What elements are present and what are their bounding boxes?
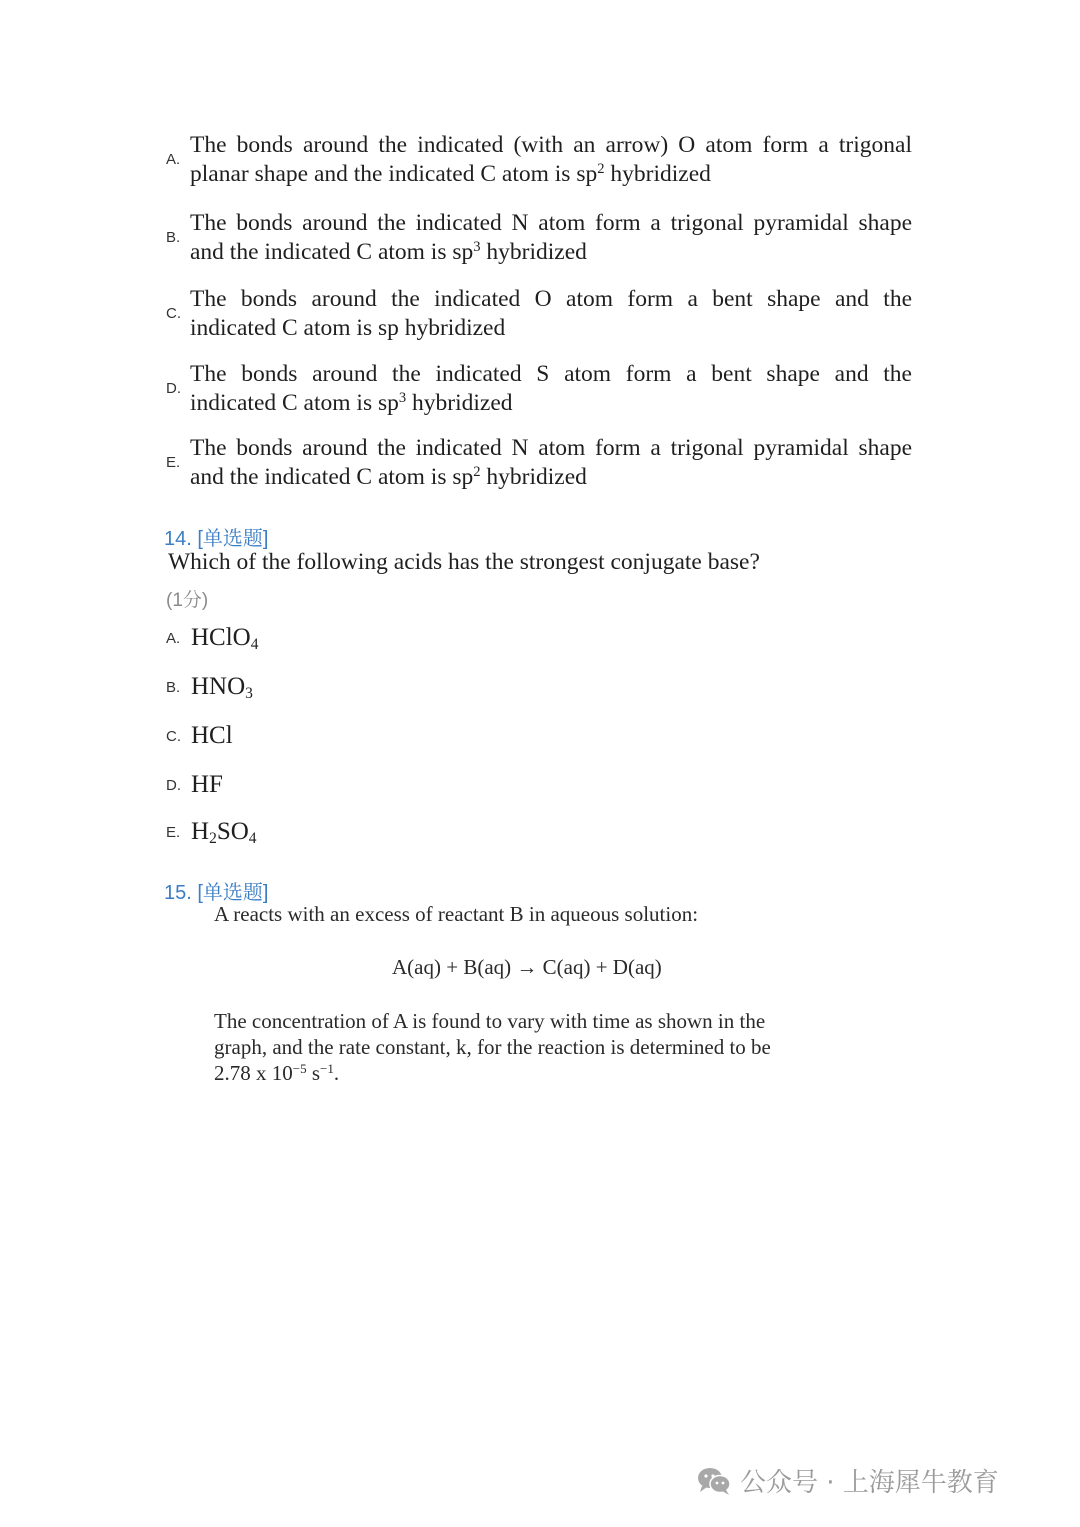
option-letter: A. xyxy=(166,630,181,647)
option-letter: D. xyxy=(166,777,181,794)
option-letter: B. xyxy=(166,229,181,246)
option-formula: HCl xyxy=(191,722,233,749)
question-14-number: 14. [单选题] xyxy=(164,528,269,550)
option-letter: C. xyxy=(166,728,181,745)
option-text: The bonds around the indicated (with an arrow) O atom form a trigonal planar shape and the indicated C atom is $sp^2$ hybridized xyxy=(190,132,912,187)
option-letter: C. xyxy=(166,305,181,322)
option-letter: A. xyxy=(166,151,181,168)
option-text: The bonds around the indicated N atom form a trigonal pyramidal shape and the indicated C atom is $sp^2$ hybridized xyxy=(190,435,912,490)
option-formula: $HNO_3$ xyxy=(191,673,253,702)
reaction-equation: A(aq) + B(aq) → C(aq) + D(aq) xyxy=(392,955,662,979)
wechat-icon xyxy=(696,1466,732,1496)
question-14-score: (1分) xyxy=(166,590,209,611)
option-formula: HF xyxy=(191,771,223,798)
question-15-intro: A reacts with an excess of reactant B in aqueous solution: xyxy=(214,902,699,926)
option-letter: E. xyxy=(166,454,181,471)
watermark-text: 公众号 · 上海犀牛教育 xyxy=(740,1468,999,1498)
option-letter: D. xyxy=(166,380,181,397)
option-text: The bonds around the indicated S atom form a bent shape and the indicated C atom is $sp^3$ hybridized xyxy=(190,361,912,416)
option-formula: HClO$_4$ xyxy=(191,624,259,653)
question-15-body: The concentration of A is found to vary with time as shown in the graph, and the rate constant, k, for the reaction is determined to be 2.78 x $10^{-5}$ $s^{-1}$. xyxy=(214,1009,771,1085)
option-formula: $H_2SO_4$ xyxy=(191,818,257,847)
watermark xyxy=(696,1462,999,1499)
question-15-number: 15. [单选题] xyxy=(164,882,269,904)
option-text: The bonds around the indicated O atom form a bent shape and the indicated C atom is sp hybridized xyxy=(190,286,912,341)
question-14-text: Which of the following acids has the strongest conjugate base? xyxy=(168,549,760,575)
option-text: The bonds around the indicated N atom form a trigonal pyramidal shape and the indicated C atom is $sp^3$ hybridized xyxy=(190,210,912,265)
option-letter: E. xyxy=(166,824,181,841)
option-letter: B. xyxy=(166,679,181,696)
